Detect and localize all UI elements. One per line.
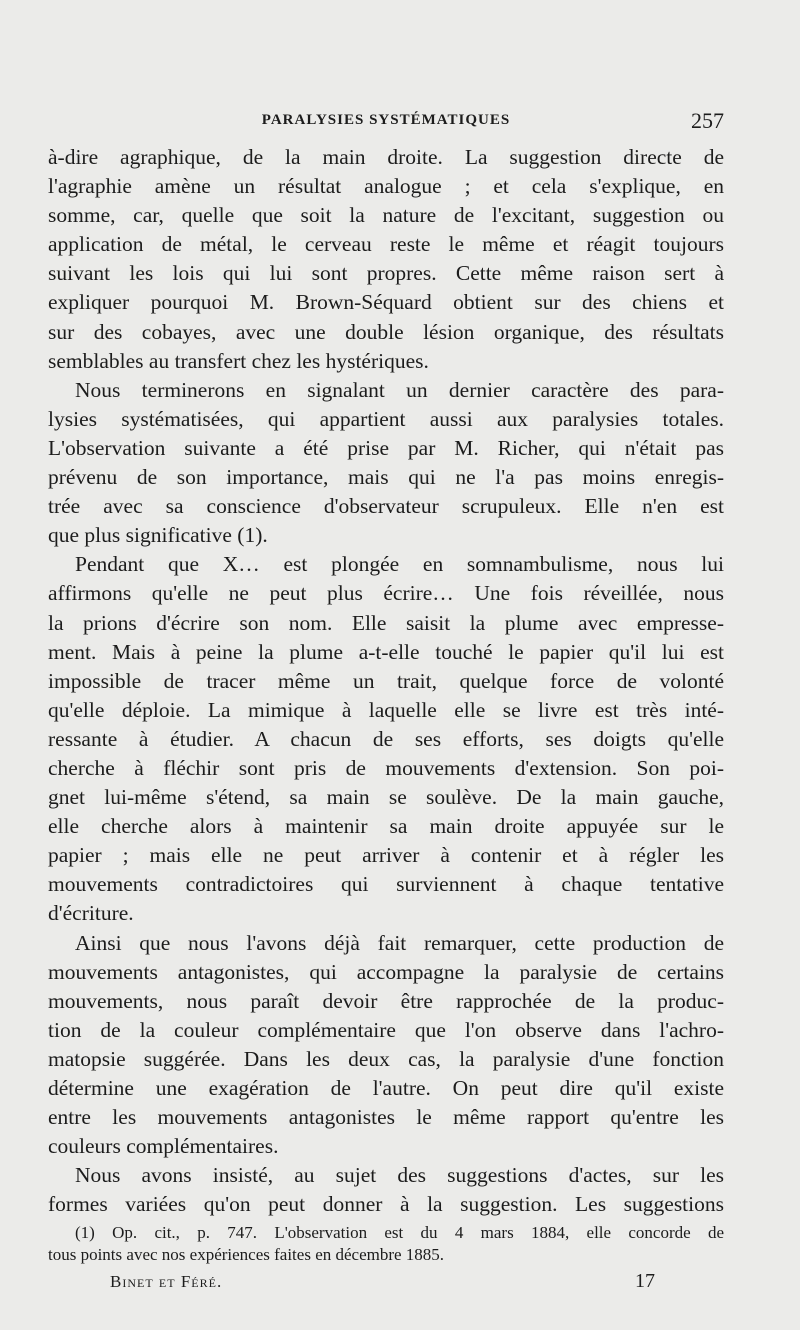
footnote-line: tous points avec nos expériences faites en décembre 1885. bbox=[48, 1245, 445, 1264]
page-footer bbox=[110, 1272, 655, 1296]
text-line: L'observation suivante a été prise par M. Richer, qui n'était pas bbox=[48, 435, 724, 460]
text-line: Pendant que X… est plongée en somnambulisme, nous lui bbox=[75, 552, 724, 577]
text-line: suivant les lois qui lui sont propres. Cette même raison sert à bbox=[48, 261, 724, 286]
text-line: l'agraphie amène un résultat analogue ; et cela s'explique, en bbox=[48, 174, 724, 199]
footnote-line: (1) Op. cit., p. 747. L'observation est du 4 mars 1884, elle concorde de bbox=[75, 1223, 724, 1242]
footnotes bbox=[48, 1222, 724, 1266]
text-line: semblables au transfert chez les hystériques. bbox=[48, 348, 429, 373]
text-line: mouvements, nous paraît devoir être rapprochée de la produc- bbox=[48, 988, 724, 1013]
text-line: cherche à fléchir sont pris de mouvements d'extension. Son poi- bbox=[48, 755, 724, 780]
text-line: lysies systématisées, qui appartient aussi aux paralysies totales. bbox=[48, 406, 724, 431]
text-line: couleurs complémentaires. bbox=[48, 1134, 279, 1159]
text-line: entre les mouvements antagonistes le même rapport qu'entre les bbox=[48, 1105, 724, 1130]
text-line: somme, car, quelle que soit la nature de l'excitant, suggestion ou bbox=[48, 203, 724, 228]
text-line: expliquer pourquoi M. Brown-Séquard obtient sur des chiens et bbox=[48, 290, 724, 315]
text-line: elle cherche alors à maintenir sa main droite appuyée sur le bbox=[48, 814, 724, 839]
text-line: mouvements antagonistes, qui accompagne la paralysie de certains bbox=[48, 959, 724, 984]
text-line: Nous terminerons en signalant un dernier caractère des para- bbox=[75, 377, 724, 402]
body-text bbox=[48, 143, 724, 1219]
text-line: qu'elle déploie. La mimique à laquelle elle se livre est très inté- bbox=[48, 697, 724, 722]
text-line: Ainsi que nous l'avons déjà fait remarquer, cette production de bbox=[75, 930, 724, 955]
text-line: détermine une exagération de l'autre. On peut dire qu'il existe bbox=[48, 1076, 724, 1100]
signature-mark: Binet et Féré. bbox=[110, 1272, 223, 1291]
text-line: mouvements contradictoires qui surviennent à chaque tentative bbox=[48, 872, 724, 897]
text-line: prévenu de son importance, mais qui ne l'a pas moins enregis- bbox=[48, 465, 724, 490]
text-line: la prions d'écrire son nom. Elle saisit la plume avec empresse- bbox=[48, 610, 724, 635]
text-line: d'écriture. bbox=[48, 901, 134, 926]
text-line: matopsie suggérée. Dans les deux cas, la paralysie d'une fonction bbox=[48, 1046, 724, 1071]
text-line: sur des cobayes, avec une double lésion organique, des résultats bbox=[48, 319, 724, 344]
text-line: application de métal, le cerveau reste le même et réagit toujours bbox=[48, 232, 724, 257]
text-line: ressante à étudier. A chacun de ses efforts, ses doigts qu'elle bbox=[48, 726, 724, 751]
page-header bbox=[48, 108, 724, 138]
text-line: formes variées qu'on peut donner à la suggestion. Les suggestions bbox=[48, 1192, 724, 1217]
signature-number: 17 bbox=[635, 1270, 655, 1292]
text-line: Nous avons insisté, au sujet des suggestions d'actes, sur les bbox=[75, 1163, 724, 1188]
text-line: impossible de tracer même un trait, quelque force de volonté bbox=[48, 668, 724, 693]
page-number: 257 bbox=[691, 108, 724, 133]
text-line: affirmons qu'elle ne peut plus écrire… Une fois réveillée, nous bbox=[48, 581, 724, 606]
text-line: tion de la couleur complémentaire que l'on observe dans l'achro- bbox=[48, 1017, 724, 1042]
text-line: que plus significative (1). bbox=[48, 523, 268, 548]
running-title: PARALYSIES SYSTÉMATIQUES bbox=[261, 112, 511, 128]
text-line: gnet lui-même s'étend, sa main se soulève. De la main gauche, bbox=[48, 785, 724, 810]
text-line: à-dire agraphique, de la main droite. La suggestion directe de bbox=[48, 145, 724, 169]
text-line: papier ; mais elle ne peut arriver à contenir et à régler les bbox=[48, 843, 724, 868]
text-line: trée avec sa conscience d'observateur scrupuleux. Elle n'en est bbox=[48, 494, 724, 519]
text-line: ment. Mais à peine la plume a-t-elle touché le papier qu'il lui est bbox=[48, 639, 724, 664]
